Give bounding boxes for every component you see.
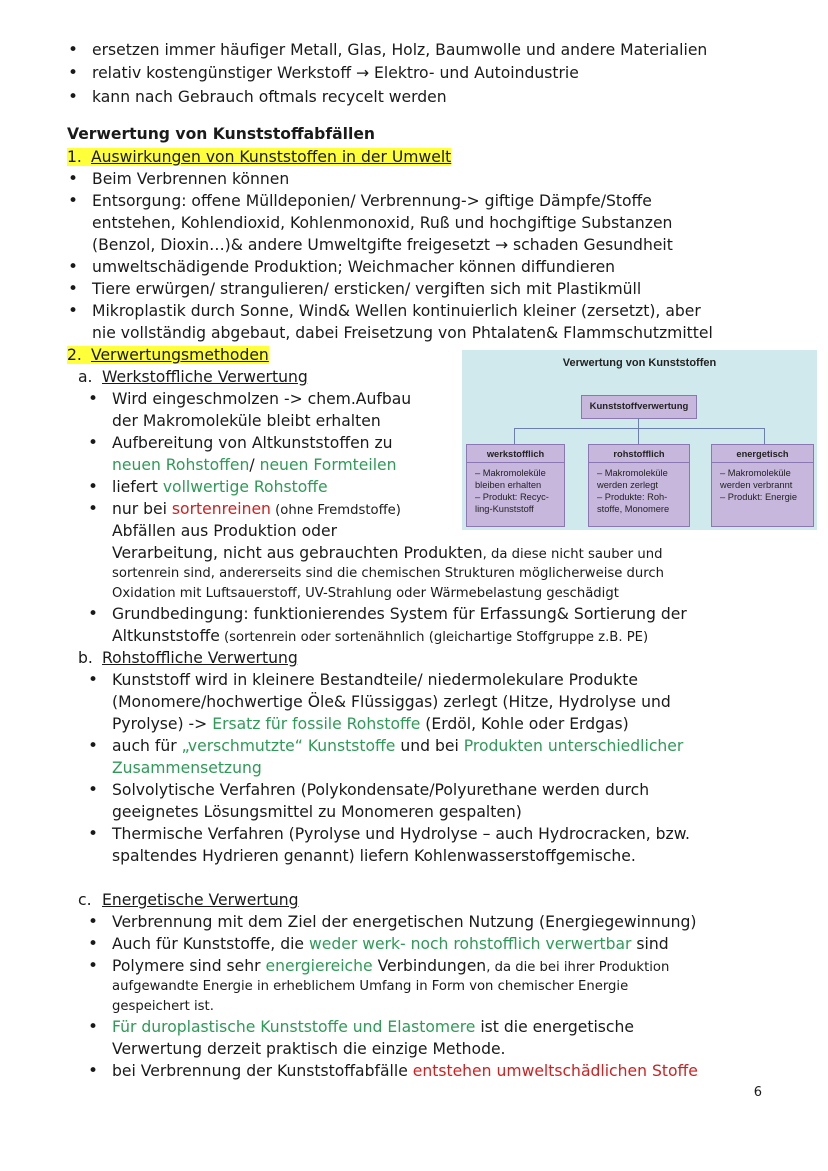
subsection-a-title: a. Werkstoffliche Verwertung [78,368,308,386]
bullet-item: • Thermische Verfahren (Pyrolyse und Hydrolyse – auch Hydrocracken, bzw. [112,823,690,845]
section-2-title-text: Verwertungsmethoden [91,346,269,364]
text-line: neuen Rohstoffen/ neuen Formteilen [112,456,397,474]
text-line: Pyrolyse) -> Ersatz für fossile Rohstoffe (Erdöl, Kohle oder Erdgas) [112,715,629,733]
bullet-item: • Entsorgung: offene Mülldeponien/ Verbrennung-> giftige Dämpfe/Stoffe [92,190,652,212]
bullet-item: • Polymere sind sehr energiereiche Verbindungen, da die bei ihrer Produktion [112,955,669,979]
text-line: spaltendes Hydrieren genannt) liefern Kohlenwasserstoffgemische. [112,847,636,865]
text-line: Oxidation mit Luftsauerstoff, UV-Strahlung oder Wärmebelastung geschädigt [112,586,619,601]
section-heading: Verwertung von Kunststoffabfällen [67,125,375,143]
bullet-item: • ersetzen immer häufiger Metall, Glas, Holz, Baumwolle und andere Materialien [92,39,707,61]
diagram-connector [638,418,639,428]
text-line: Abfällen aus Produktion oder [112,522,338,540]
text-line: Verwertung derzeit praktisch die einzige Methode. [112,1040,506,1058]
subsection-b-title: b. Rohstoffliche Verwertung [78,649,298,667]
text-line: gespeichert ist. [112,999,214,1014]
text-line: Verarbeitung, nicht aus gebrauchten Produkten, da diese nicht sauber und [112,544,663,562]
bullet-item: • Aufbereitung von Altkunststoffen zu [112,432,393,454]
text-line: aufgewandte Energie in erheblichem Umfang in Form von chemischer Energie [112,979,629,994]
bullet-item: • bei Verbrennung der Kunststoffabfälle entstehen umweltschädlichen Stoffe [112,1060,698,1082]
section-1-title-text: Auswirkungen von Kunststoffen in der Umwelt [91,148,452,166]
bullet-item: • Beim Verbrennen können [92,168,289,190]
bullet-item: • nur bei sortenreinen (ohne Fremdstoffe) [112,498,401,522]
bullet-item: • relativ kostengünstiger Werkstoff → Elektro- und Autoindustrie [92,62,579,84]
diagram-box-werkstofflich: werkstofflich – Makromoleküle bleiben erhalten – Produkt: Recyc- ling-Kunststoff [466,444,565,527]
text-line: (Monomere/hochwertige Öle& Flüssiggas) zerlegt (Hitze, Hydrolyse und [112,693,671,711]
bullet-item: • Auch für Kunststoffe, die weder werk- noch rohstofflich verwertbar sind [112,933,669,955]
diagram-box-energetisch: energetisch – Makromoleküle werden verbrannt – Produkt: Energie [711,444,814,527]
diagram-connector [764,428,765,444]
diagram-root-box: Kunststoffverwertung [581,395,697,419]
bullet-item: • Für duroplastische Kunststoffe und Elastomere ist die energetische [112,1016,634,1038]
diagram-title: Verwertung von Kunststoffen [562,357,717,369]
section-1-title [67,146,451,168]
bullet-item: • Solvolytische Verfahren (Polykondensate/Polyurethane werden durch [112,779,649,801]
bullet-item: • Mikroplastik durch Sonne, Wind& Wellen kontinuierlich kleiner (zersetzt), aber [92,300,701,322]
section-2-title [67,344,269,366]
diagram-connector [514,428,515,444]
recycling-diagram [462,350,817,530]
text-line: sortenrein sind, andererseits sind die chemischen Strukturen möglicherweise durch [112,566,665,581]
diagram-connector [514,428,764,429]
diagram-connector [638,428,639,444]
text-line: Altkunststoffe (sortenrein oder sortenähnlich (gleichartige Stoffgruppe z.B. PE) [112,627,649,645]
text-line: nie vollständig abgebaut, dabei Freisetzung von Phtalaten& Flammschutzmittel [92,324,713,342]
text-line: der Makromoleküle bleibt erhalten [112,412,381,430]
diagram-box-rohstofflich: rohstofflich – Makromoleküle werden zerlegt – Produkte: Roh- stoffe, Monomere [588,444,690,527]
bullet-item: • Verbrennung mit dem Ziel der energetischen Nutzung (Energiegewinnung) [112,911,697,933]
text-line: entstehen, Kohlendioxid, Kohlenmonoxid, Ruß und hochgiftige Substanzen [92,214,673,232]
bullet-item: • Tiere erwürgen/ strangulieren/ ersticken/ vergiften sich mit Plastikmüll [92,278,641,300]
bullet-item: • kann nach Gebrauch oftmals recycelt werden [92,86,447,108]
subsection-c-title: c. Energetische Verwertung [78,891,299,909]
bullet-item: • Wird eingeschmolzen -> chem.Aufbau [112,388,411,410]
bullet-item: • Kunststoff wird in kleinere Bestandteile/ niedermolekulare Produkte [112,669,638,691]
text-line: geeignetes Lösungsmittel zu Monomeren gespalten) [112,803,522,821]
section-1-number: 1. [67,148,82,166]
section-2-number: 2. [67,346,82,364]
text-line: (Benzol, Dioxin…)& andere Umweltgifte freigesetzt → schaden Gesundheit [92,236,673,254]
page-number: 6 [753,1085,762,1100]
text-line: Zusammensetzung [112,759,262,777]
bullet-item: • umweltschädigende Produktion; Weichmacher können diffundieren [92,256,615,278]
bullet-item: • liefert vollwertige Rohstoffe [112,476,328,498]
bullet-item: • Grundbedingung: funktionierendes System für Erfassung& Sortierung der [112,603,687,625]
bullet-item: • auch für „verschmutzte“ Kunststoffe und bei Produkten unterschiedlicher [112,735,683,757]
